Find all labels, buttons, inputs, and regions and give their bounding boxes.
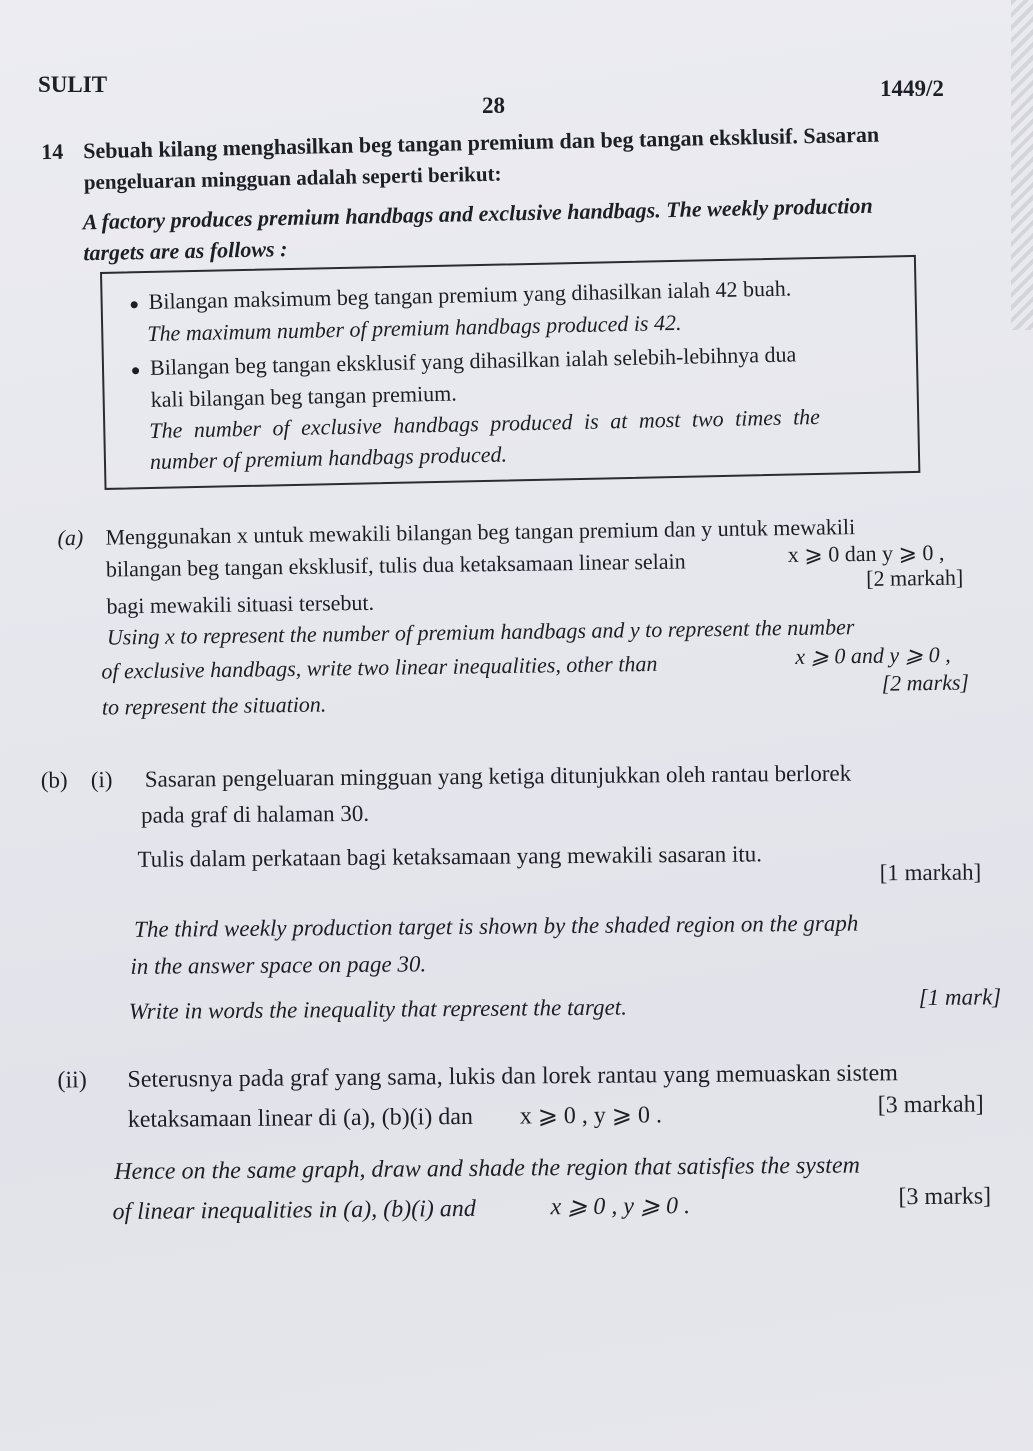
part-b-i-ms-line1: Sasaran pengeluaran mingguan yang ketiga ditunjukkan oleh rantau berlorek xyxy=(144,760,852,792)
part-a-en-marks: [2 marks] xyxy=(881,669,970,696)
part-b-ii-ms-line1: Seterusnya pada graf yang sama, lukis dan lorek rantau yang memuaskan sistem xyxy=(127,1060,898,1093)
part-a-ms-line3: bagi mewakili situasi tersebut. xyxy=(106,589,375,619)
part-b-ii-ms-line2: ketaksamaan linear di (a), (b)(i) dan xyxy=(127,1103,474,1133)
page-edge-pattern xyxy=(1011,0,1033,330)
intro-ms-line2: pengeluaran mingguan adalah seperti berikut: xyxy=(83,161,502,195)
part-a-ms-condition: x ⩾ 0 dan y ⩾ 0 , xyxy=(787,539,945,568)
part-a-ms-marks: [2 markah] xyxy=(865,564,964,591)
part-b-ii-label: (ii) xyxy=(57,1067,87,1094)
box-item2-en-line2: number of premium handbags produced. xyxy=(149,441,508,474)
part-b-i-en-line1: The third weekly production target is shown by the shaded region on the graph xyxy=(134,910,859,942)
part-b-ii-en-marks: [3 marks] xyxy=(898,1183,992,1211)
part-b-i-label: (i) xyxy=(90,767,113,793)
bullet-1 xyxy=(131,301,138,308)
targets-box xyxy=(100,255,920,490)
intro-ms-line1: Sebuah kilang menghasilkan beg tangan premium dan beg tangan eksklusif. Sasaran xyxy=(82,121,880,164)
paper-code: 1449/2 xyxy=(880,76,944,101)
question-number: 14 xyxy=(40,138,64,165)
box-item1-en: The maximum number of premium handbags produced is 42. xyxy=(147,309,682,347)
part-b-i-en-marks: [1 mark] xyxy=(918,984,1002,1011)
part-b-ii-en-line2: of linear inequalities in (a), (b)(i) and xyxy=(112,1195,476,1226)
box-item2-en-line1: The number of exclusive handbags produced is at most two times the xyxy=(149,403,821,443)
intro-en-line1: A factory produces premium handbags and exclusive handbags. The weekly production xyxy=(82,192,873,235)
part-a-en-line1: Using x to represent the number of premium handbags and y to represent the number xyxy=(106,614,855,650)
part-a-ms-line2: bilangan beg tangan eksklusif, tulis dua ketaksamaan linear selain xyxy=(105,548,686,582)
part-b-label: (b) xyxy=(40,767,68,793)
part-b-ii-en-line1: Hence on the same graph, draw and shade the region that satisfies the system xyxy=(114,1152,861,1186)
intro-en-line2: targets are as follows : xyxy=(83,236,288,266)
box-item2-ms-line2: kali bilangan beg tangan premium. xyxy=(150,380,457,412)
part-b-ii-ms-marks: [3 markah] xyxy=(877,1091,984,1119)
bullet-2 xyxy=(132,367,139,374)
part-a-ms-line1: Menggunakan x untuk mewakili bilangan beg tangan premium dan y untuk mewakili xyxy=(105,514,856,550)
part-a-en-line2: of exclusive handbags, write two linear inequalities, other than xyxy=(101,650,658,684)
part-b-i-en-line3: Write in words the inequality that represent the target. xyxy=(128,994,627,1024)
part-b-i-ms-marks: [1 markah] xyxy=(879,859,982,886)
part-b-ii-ms-condition: x ⩾ 0 , y ⩾ 0 . xyxy=(519,1102,663,1130)
part-a-label: (a) xyxy=(57,524,84,551)
box-item2-ms-line1: Bilangan beg tangan eksklusif yang dihasilkan ialah selebih-lebihnya dua xyxy=(149,341,797,380)
part-b-ii-en-condition: x ⩾ 0 , y ⩾ 0 . xyxy=(550,1193,691,1221)
box-item1-ms: Bilangan maksimum beg tangan premium yang dihasilkan ialah 42 buah. xyxy=(148,275,792,314)
page-number: 28 xyxy=(482,93,505,118)
part-b-i-en-line2: in the answer space on page 30. xyxy=(130,951,427,979)
part-a-en-condition: x ⩾ 0 and y ⩾ 0 , xyxy=(795,641,951,669)
part-b-i-ms-line3: Tulis dalam perkataan bagi ketaksamaan yang mewakili sasaran itu. xyxy=(137,841,763,872)
part-b-i-ms-line2: pada graf di halaman 30. xyxy=(141,800,370,828)
sulit-label: SULIT xyxy=(38,72,108,97)
part-a-en-line3: to represent the situation. xyxy=(101,691,327,720)
